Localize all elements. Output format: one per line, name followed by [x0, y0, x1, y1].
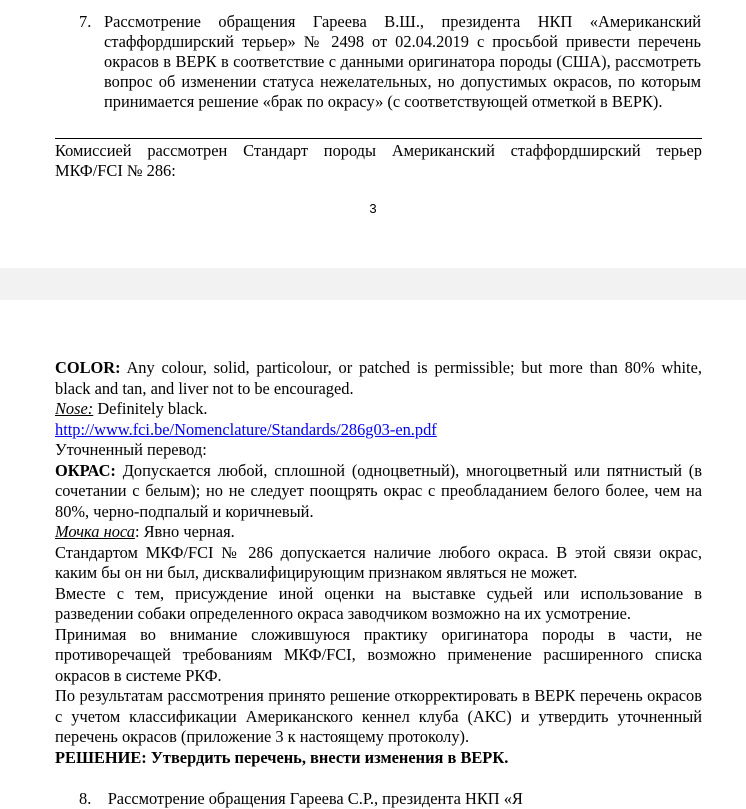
okras-label: ОКРАС:	[55, 460, 116, 480]
okras-paragraph	[55, 461, 702, 523]
commission-paragraph: Комиссией рассмотрен Стандарт породы Американский стаффордширский терьер МКФ/FCI № 286:	[55, 141, 702, 180]
standard-content	[55, 358, 702, 768]
practice-paragraph: Принимая во внимание сложившуюся практику оригинатора породы в части, не противоречащей требованиям МКФ/FCI, возможно применение расширенного списка окрасов в системе РКФ.	[55, 624, 702, 685]
color-text: Any colour, solid, particolour, or patched is permissible; but more than 80% white, black and tan, and liver not to be encouraged.	[55, 358, 702, 398]
color-label: COLOR:	[55, 358, 121, 377]
nose-ru-text: : Явно черная.	[134, 522, 235, 541]
translation-heading: Уточненный перевод:	[55, 440, 207, 459]
agenda-item-7	[79, 12, 701, 112]
nose-label: Nose:	[55, 399, 94, 418]
link-paragraph	[55, 420, 702, 441]
fci-standard-link[interactable]: http://www.fci.be/Nomenclature/Standards/286g03-en.pdf	[55, 419, 437, 439]
nose-ru-paragraph	[55, 522, 702, 543]
agenda-item-8	[79, 789, 701, 809]
item-number: 7.	[79, 12, 92, 31]
decision-text: РЕШЕНИЕ: Утвердить перечень, внести изменения в ВЕРК.	[55, 747, 509, 767]
result-paragraph: По результатам рассмотрения принято решение откорректировать в ВЕРК перечень окрасов с учетом классификации Американского кеннел клуба (АКС) и утвердить уточненный перечень окрасов (приложение 3 к настоящему протоколу).	[55, 686, 702, 746]
okras-text: Допускается любой, сплошной (одноцветный), многоцветный или пятнистый (в сочетании с белым); но не следует поощрять окрас с преобладанием белого более, чем на 80%, черно-подпалый и коричневый.	[55, 460, 702, 521]
page-number: 3	[369, 201, 377, 216]
nose-ru-label: Мочка носа	[55, 522, 135, 541]
horizontal-rule	[55, 138, 702, 139]
standard-paragraph: Стандартом МКФ/FCI № 286 допускается наличие любого окраса. В этой связи окрас, каким бы он ни был, дисквалифицирующим признаком являться не может.	[55, 542, 702, 582]
nose-paragraph	[55, 399, 702, 420]
color-paragraph	[55, 358, 702, 399]
decision-paragraph	[55, 748, 702, 769]
page-break-gap	[0, 268, 746, 300]
however-paragraph: Вместе с тем, присуждение иной оценки на выставке судьей или использование в разведении собаки определенного окраса заводчиком возможно на их усмотрение.	[55, 583, 702, 623]
next-item-text: Рассмотрение обращения Гареева С.Р., президента НКП «Я	[107, 789, 523, 808]
next-item-number: 8.	[79, 789, 92, 808]
item-text: Рассмотрение обращения Гареева В.Ш., президента НКП «Американский стаффордширский терьер» № 2498 от 02.04.2019 с просьбой привести перечень окрасов в ВЕРК в соответствие с данными оригинатора породы (США), рассмотреть вопрос об изменении статуса нежелательных, но допустимых окрасов, по которым принимается решение «брак по окрасу» (с соответствующей отметкой в ВЕРК).	[104, 12, 701, 111]
nose-text: Definitely black.	[93, 399, 208, 418]
